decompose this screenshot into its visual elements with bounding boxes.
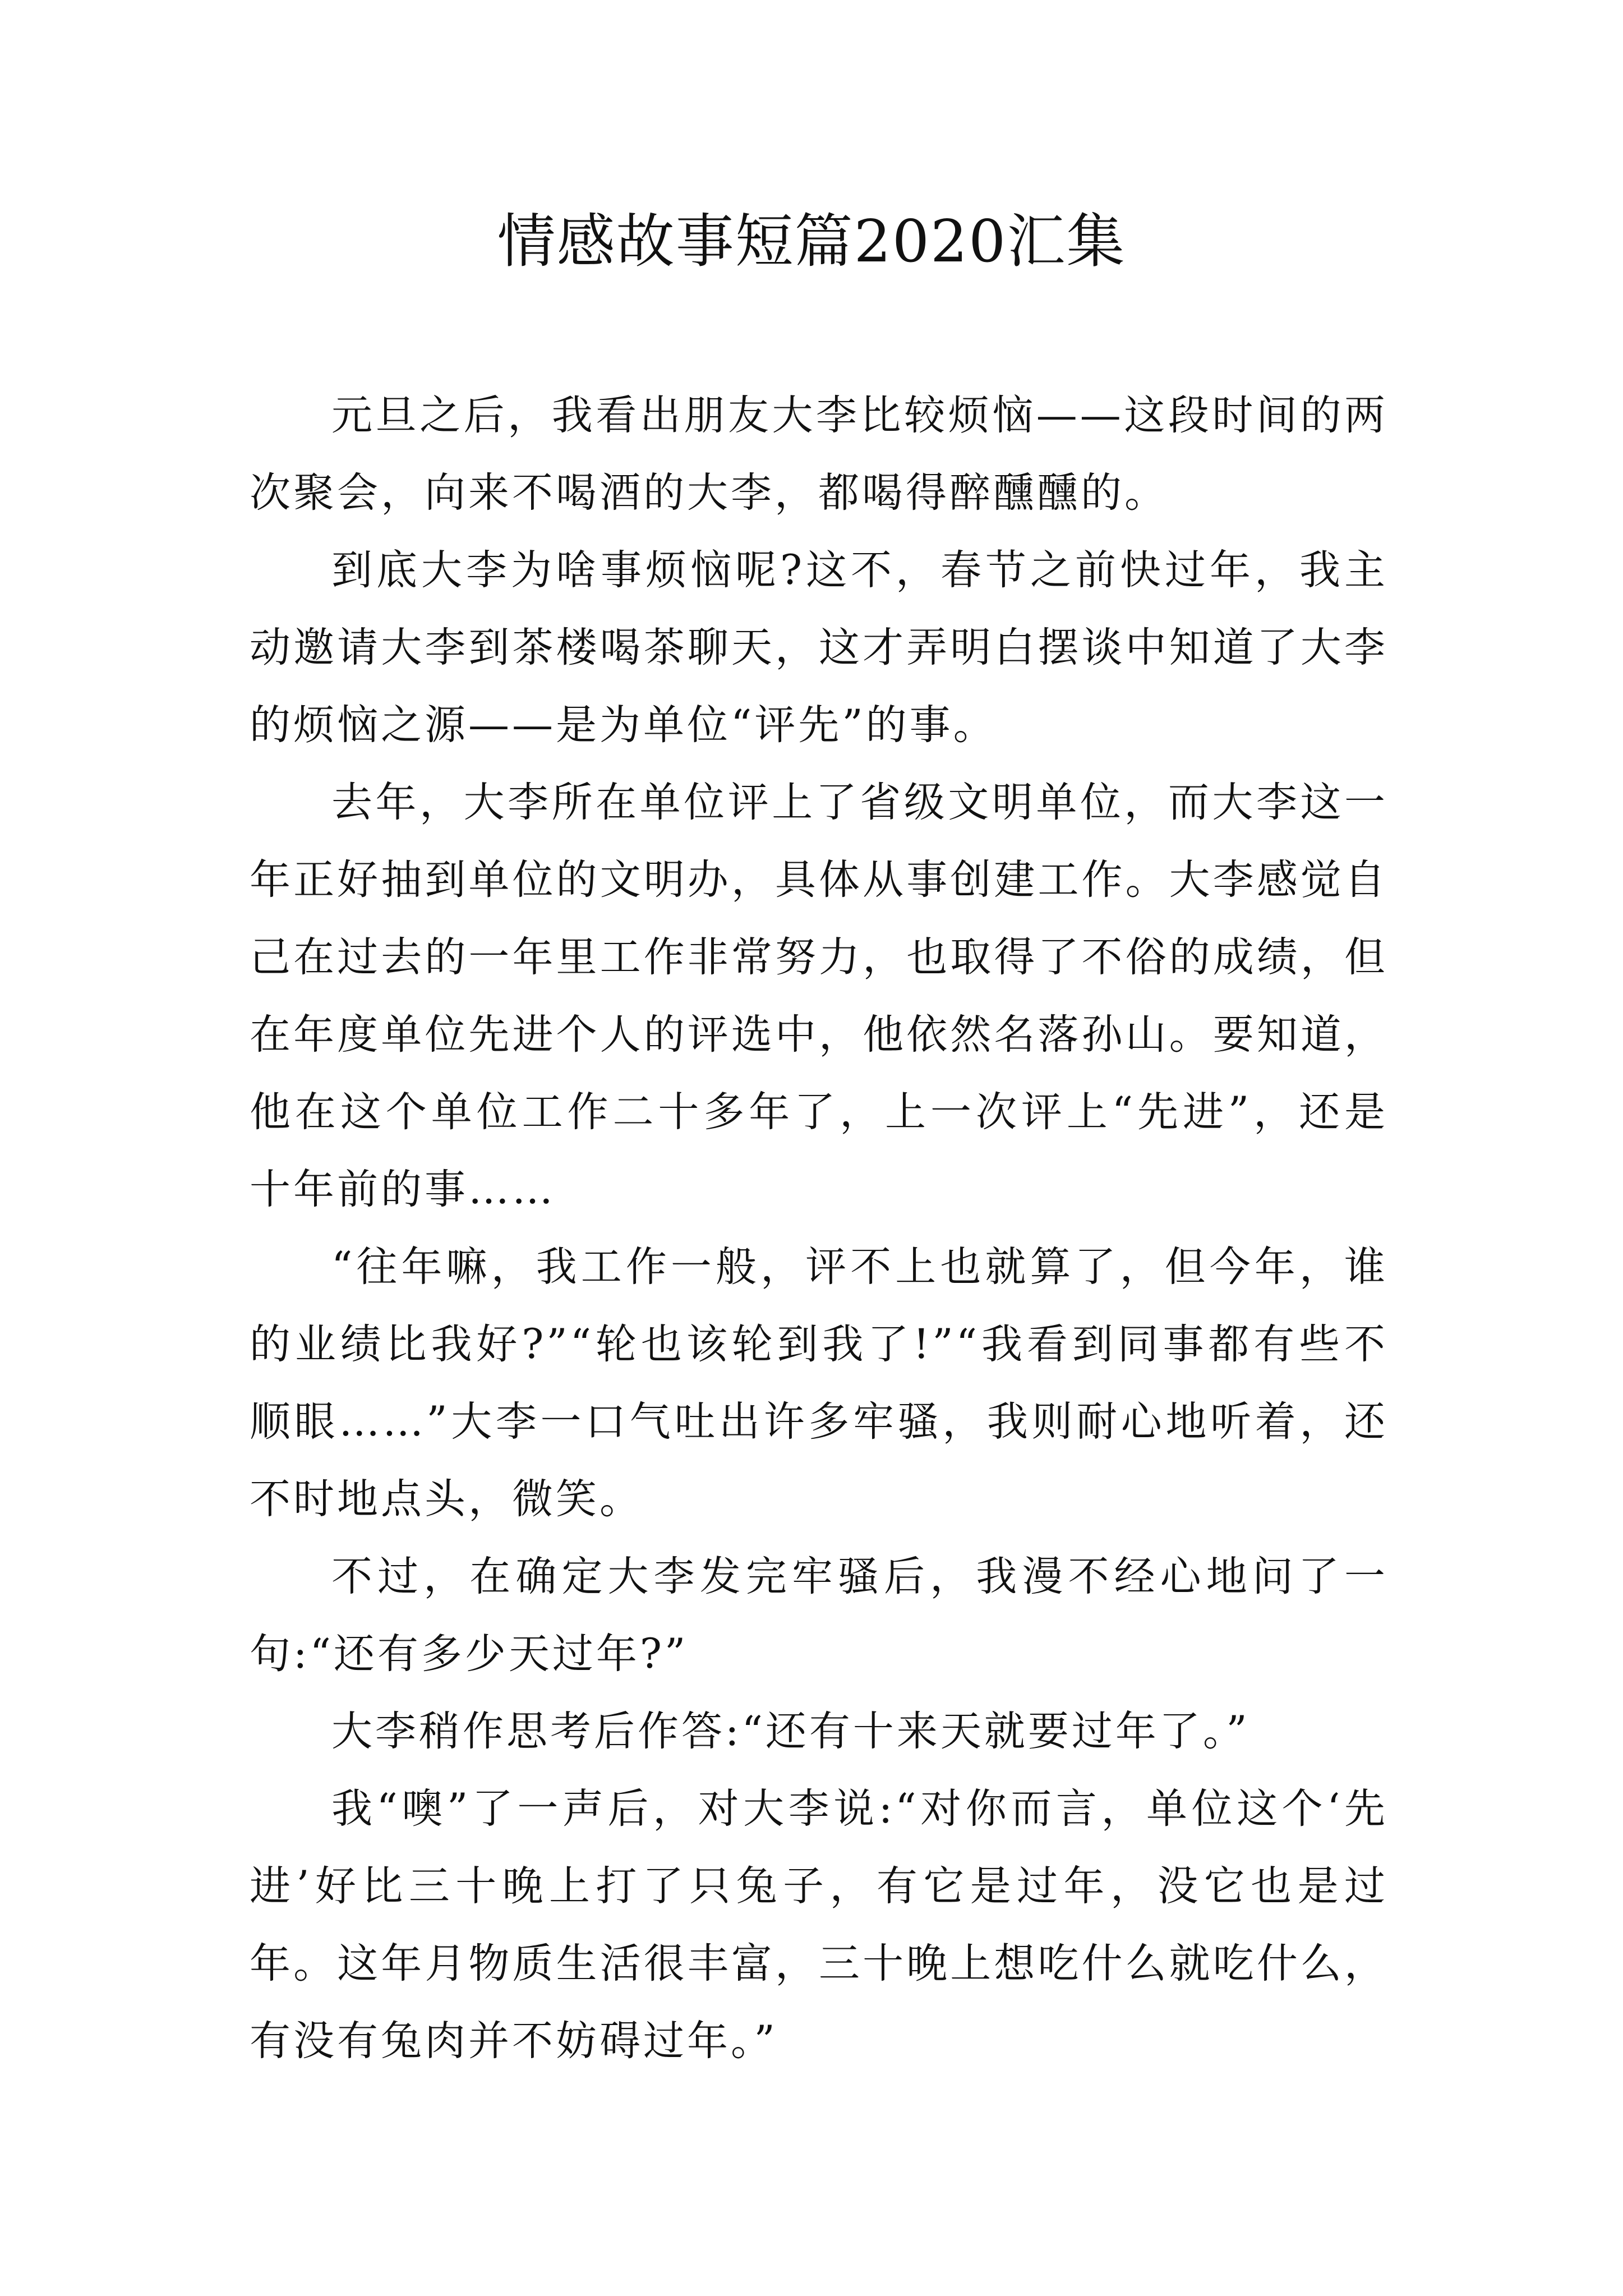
document-body (250, 377, 1388, 2080)
paragraph: 我“噢”了一声后，对大李说:“对你而言，单位这个‘先进’好比三十晚上打了只兔子，有它是过年，没它也是过年。这年月物质生活很丰富，三十晚上想吃什么就吃什么，有没有兔肉并不妨碍过年。” (250, 1785, 1388, 2065)
paragraph: 不过，在确定大李发完牢骚后，我漫不经心地问了一句:“还有多少天过年?” (250, 1553, 1388, 1678)
paragraph: “往年嘛，我工作一般，评不上也就算了，但今年，谁的业绩比我好?”“轮也该轮到我了!”“我看到同事都有些不顺眼……”大李一口气吐出许多牢骚，我则耐心地听着，还不时地点头，微笑。 (250, 1243, 1388, 1523)
paragraph: 去年，大李所在单位评上了省级文明单位，而大李这一年正好抽到单位的文明办，具体从事创建工作。大李感觉自己在过去的一年里工作非常努力，也取得了不俗的成绩，但在年度单位先进个人的评选中，他依然名落孙山。要知道，他在这个单位工作二十多年了，上一次评上“先进”，还是十年前的事…… (250, 779, 1388, 1213)
paragraph: 大李稍作思考后作答:“还有十来天就要过年了。” (331, 1708, 1250, 1755)
paragraph: 元旦之后，我看出朋友大李比较烦恼——这段时间的两次聚会，向来不喝酒的大李，都喝得醉醺醺的。 (250, 392, 1388, 517)
paragraph: 到底大李为啥事烦恼呢?这不，春节之前快过年，我主动邀请大李到茶楼喝茶聊天，这才弄明白摆谈中知道了大李的烦恼之源——是为单位“评先”的事。 (250, 546, 1388, 749)
document-title: 情感故事短篇2020汇集 (497, 207, 1126, 275)
